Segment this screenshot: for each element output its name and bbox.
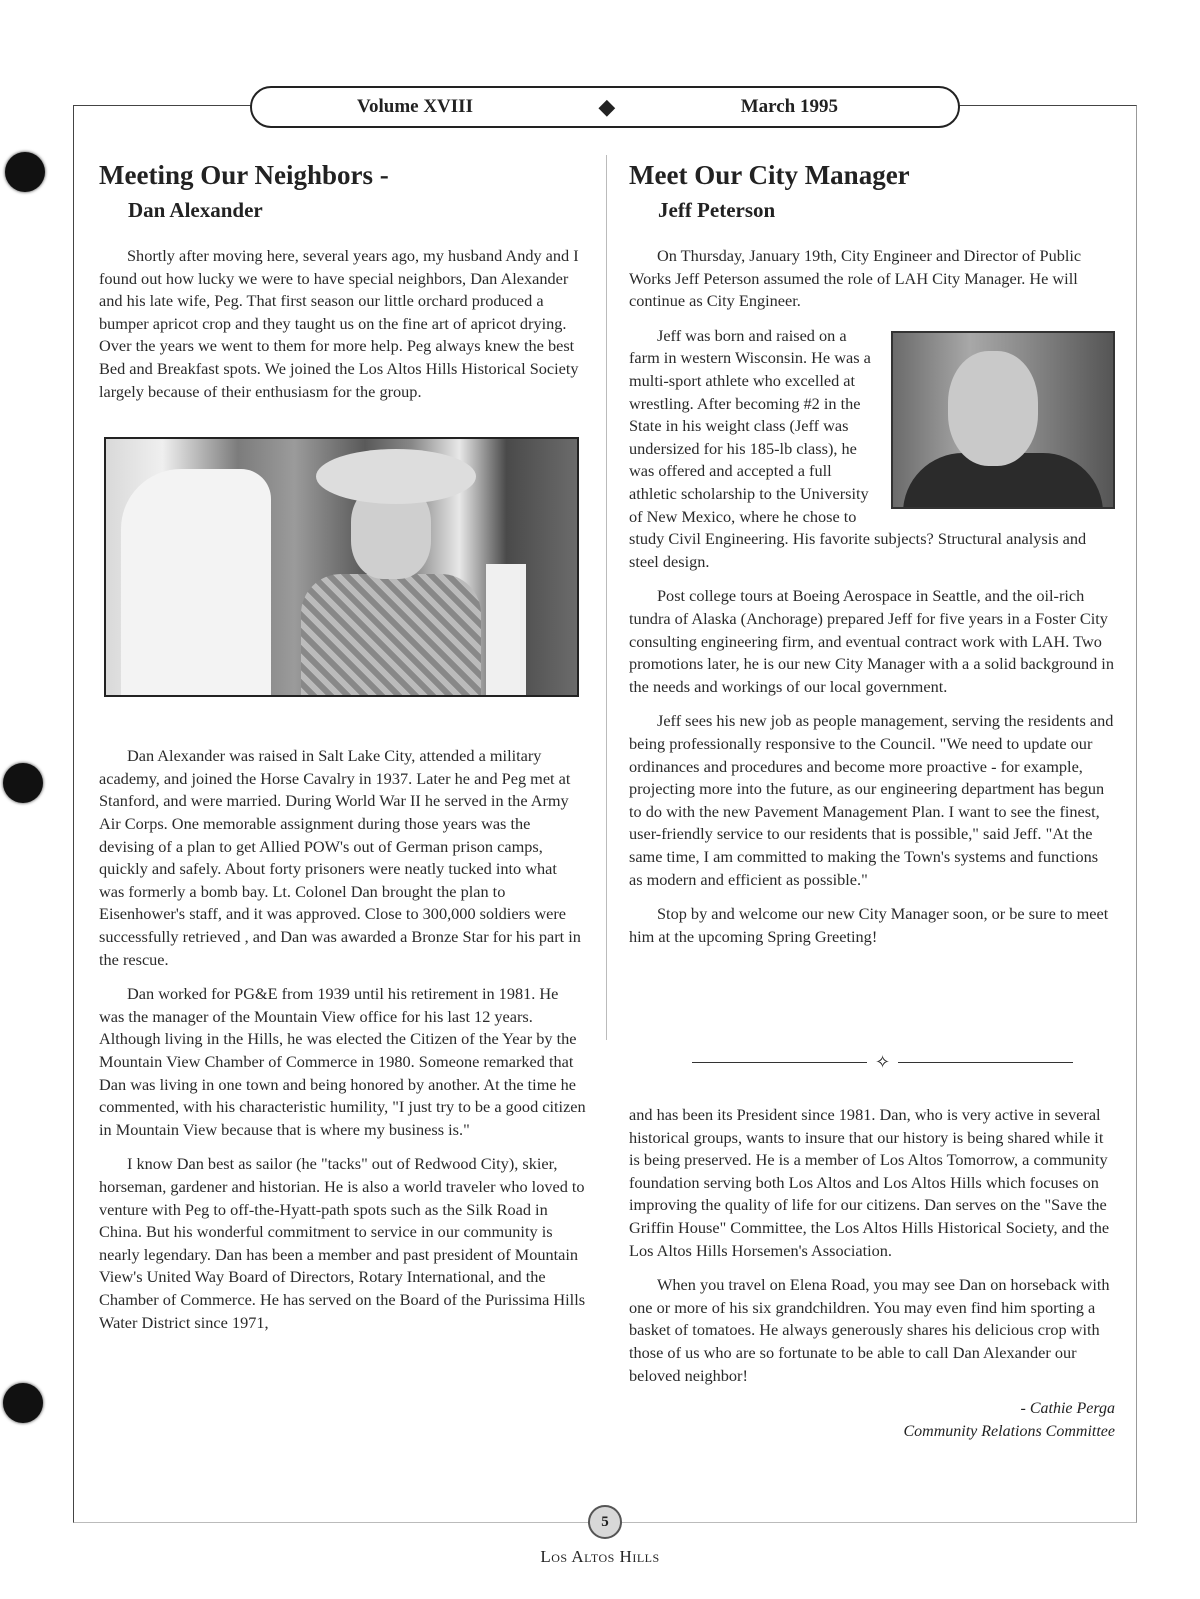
volume-label: Volume XVIII (357, 96, 473, 117)
wrapped-paragraph (629, 325, 1115, 574)
article-continuation (629, 1104, 1115, 1443)
article-city-manager (629, 158, 1115, 960)
author-signature (629, 1397, 1115, 1443)
jeff-peterson-photo (891, 331, 1115, 509)
article-paragraph: Jeff sees his new job as people management, serving the residents and being professionally responsive to the Council. "We need to update our ordinances and procedures and become more proactive - for example, projecting more into the future, as our engineering department has begun to do with the new Pavement Management Plan. I want to see the finest, user-friendly service to our residents that is possible," said Jeff. "At the same time, I am committed to making the Town's systems and functions as modern and efficient as possible." (629, 711, 1114, 889)
article-title: Meeting Our Neighbors - (99, 160, 389, 190)
author-role: Community Relations Committee (903, 1423, 1115, 1441)
horse-image (121, 469, 271, 697)
article-paragraph: Dan worked for PG&E from 1939 until his retirement in 1981. He was the manager of the Mountain View office for his last 12 years. Although living in the Hills, he was elected the Citizen of the Year by the Mountain View Chamber of Commerce in 1980. Someone remarked that Dan was living in one town and being honored by another. At the time he commented, with his characteristic humility, "I just try to be a good citizen in Mountain View because that is where my business is." (99, 984, 586, 1139)
dan-alexander-photo (104, 437, 579, 697)
article-paragraph: Post college tours at Boeing Aerospace in Seattle, and the oil-rich tundra of Alaska (Anchorage) prepared Jeff for five years in a Foster City consulting engineering firm, and eventual contract work with LAH. Two promotions later, he is our new City Manager with a a solid background in the needs and workings of our local government. (629, 586, 1114, 696)
four-point-star-icon: ✧ (874, 1051, 891, 1072)
column-divider (606, 155, 607, 1040)
page-number: 5 (588, 1505, 622, 1539)
section-separator (685, 1050, 1080, 1074)
article-paragraph: Dan Alexander was raised in Salt Lake City, attended a military academy, and joined the Horse Cavalry in 1937. Later he and Peg met at Stanford, and were married. During World War II he served in the Army Air Corps. One memorable assignment during those years was the devising of a plan to get Allied POW's out of German prison camps, quickly and safely. About forty prisoners were neatly tucked into what was formerly a bomb bay. Lt. Colonel Dan brought the plan to Eisenhower's staff, and it was approved. Close to 300,000 soldiers were successfully retrieved , and Dan was awarded a Bronze Star for his part in the rescue. (99, 746, 581, 969)
article-subtitle: Jeff Peterson (658, 198, 776, 223)
article-paragraph: Shortly after moving here, several years ago, my husband Andy and I found out how lucky we were to have special neighbors, Dan Alexander and his late wife, Peg. That first season our little orchard produced a bumper apricot crop and they taught us on the fine art of apricot drying. Over the years we went to them for more help. Peg always knew the best Bed and Breakfast spots. We joined the Los Altos Hills Historical Society largely because of their enthusiasm for the group. (99, 246, 579, 401)
binder-hole-icon (3, 1383, 43, 1423)
article-paragraph: I know Dan best as sailor (he "tacks" out of Redwood City), skier, horseman, gardener and historian. He is also a world traveler who loved to venture with Peg to off-the-Hyatt-path spots such as the Silk Road in China. But his wonderful commitment to service in our community is nearly legendary. Dan has been a member and past president of Mountain View's United Way Board of Directors, Rotary International, and the Chamber of Commerce. He has served on the Board of the Purissima Hills Water District since 1971, (99, 1154, 586, 1332)
publication-name: Los Altos Hills (540, 1547, 660, 1566)
binder-hole-icon (3, 763, 43, 803)
article-neighbors (99, 158, 586, 1346)
article-paragraph: When you travel on Elena Road, you may see Dan on horseback with one or more of his six grandchildren. You may even find him sporting a basket of tomatoes. He always generously shares his delicious crop with those of us who are so fortunate to be able to call Dan Alexander our beloved neighbor! (629, 1275, 1110, 1385)
article-paragraph: Jeff was born and raised on a farm in western Wisconsin. He was a multi-sport athlete who excelled at wrestling. After becoming #2 in the State in his weight class (Jeff was undersized for his 185-lb class), he was offered and accepted a full athletic scholarship to the University of New Mexico, where he chose to study Civil Engineering. His favorite subjects? Structural analysis and steel design. (629, 325, 1087, 571)
binder-hole-icon (5, 152, 45, 192)
article-paragraph: Stop by and welcome our new City Manager soon, or be sure to meet him at the upcoming Spring Greeting! (629, 904, 1109, 946)
article-paragraph: and has been its President since 1981. Dan, who is very active in several historical groups, wants to insure that our history is being shared while it is being preserved. He is a member of Los Altos Tomorrow, a community foundation serving both Los Altos and Los Altos Hills which focuses on improving the quality of life for our citizens. Dan serves on the "Save the Griffin House" Committee, the Los Altos Hills Historical Society, and the Los Altos Hills Horsemen's Association. (629, 1105, 1110, 1260)
article-paragraph: On Thursday, January 19th, City Engineer and Director of Public Works Jeff Peterson assumed the role of LAH City Manager. He will continue as City Engineer. (629, 246, 1082, 311)
diamond-icon: ◆ (598, 94, 616, 119)
issue-banner (250, 86, 960, 128)
issue-date: March 1995 (740, 96, 838, 117)
author-name: - Cathie Perga (1020, 1400, 1115, 1418)
article-subtitle: Dan Alexander (128, 198, 263, 223)
article-title: Meet Our City Manager (629, 160, 910, 190)
